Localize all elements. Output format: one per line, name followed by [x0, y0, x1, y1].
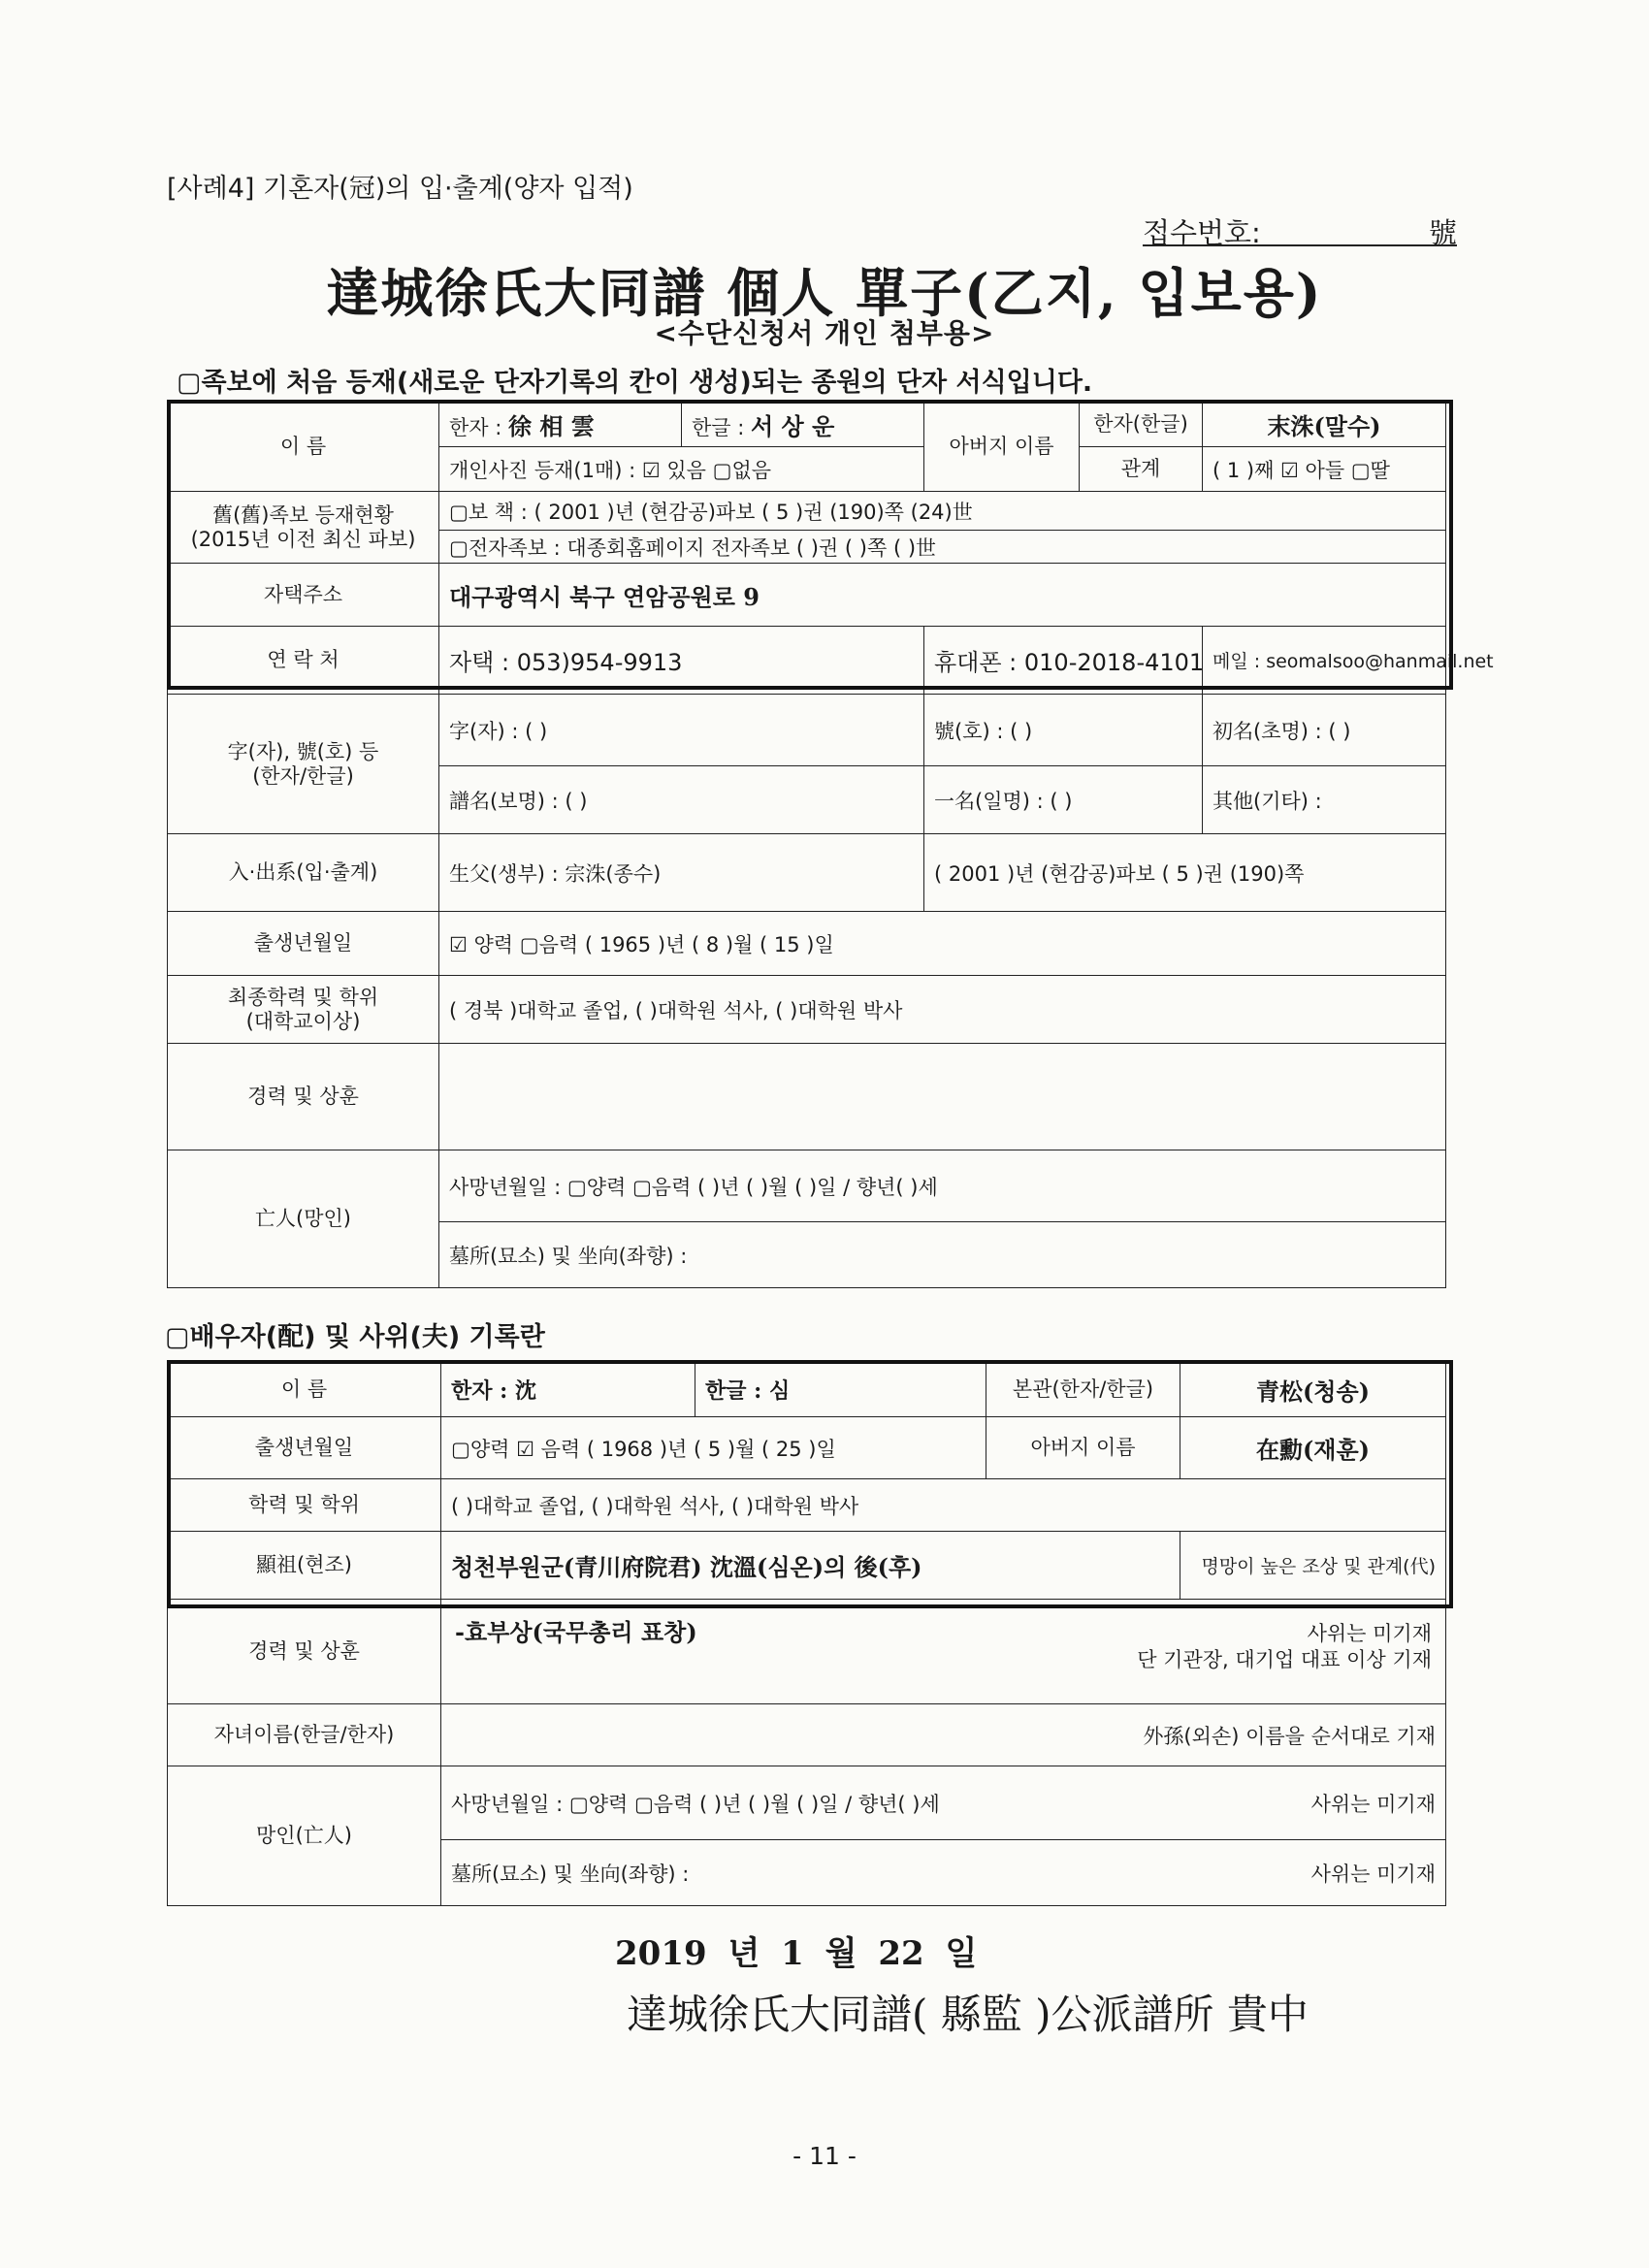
contact-label: 연 락 처	[168, 627, 439, 695]
ja-field: 字(자) : ( )	[439, 695, 924, 766]
spouse-hangul-name: 한글 : 심	[695, 1363, 986, 1417]
spouse-career-cell	[441, 1600, 1446, 1704]
grave-field: 墓所(묘소) 및 坐向(좌향) :	[439, 1222, 1446, 1288]
spouse-ancestor-note: 명망이 높은 조상 및 관계(代)	[1180, 1532, 1446, 1600]
spouse-career-value: -효부상(국무총리 표창)	[455, 1618, 697, 1646]
address-value: 대구광역시 북구 연암공원로 9	[439, 564, 1446, 627]
ilmyeong-field: 一名(일명) : ( )	[924, 766, 1203, 834]
relation-label: 관계	[1080, 447, 1203, 492]
submission-date: 2019 년 1 월 22 일	[615, 1934, 978, 1973]
adoption-book-entry: ( 2001 )년 (현감공)파보 ( 5 )권 (190)쪽	[924, 834, 1446, 912]
chomyeong-field: 初名(초명) : ( )	[1203, 695, 1446, 766]
email: 메일 : seomalsoo@hanmail.net	[1203, 627, 1446, 695]
birth-label: 출생년월일	[168, 912, 439, 976]
spouse-grave-row	[441, 1840, 1446, 1906]
spouse-education-value: ( )대학교 졸업, ( )대학원 석사, ( )대학원 박사	[441, 1479, 1446, 1532]
photo-field: 개인사진 등재(1매) : ☑ 있음 ▢없음	[439, 447, 924, 492]
spouse-hanja-name: 한자 : 沈	[441, 1363, 695, 1417]
member-table	[167, 402, 1494, 1288]
education-label: 최종학력 및 학위 (대학교이상)	[168, 976, 439, 1044]
bomyeong-field: 譜名(보명) : ( )	[439, 766, 924, 834]
hanja-name-field: 한자 : 徐 相 雲	[439, 403, 682, 447]
spouse-name-label: 이 름	[168, 1363, 441, 1417]
receipt-number-label: 접수번호:	[1143, 216, 1261, 249]
spouse-grave-field: 墓所(묘소) 및 坐向(좌향) :	[451, 1862, 690, 1886]
receipt-number-unit: 號	[1428, 216, 1457, 249]
spouse-father-value: 在勳(재훈)	[1180, 1417, 1446, 1479]
ho-field: 號(호) : ( )	[924, 695, 1203, 766]
father-name-label: 아버지 이름	[924, 403, 1080, 492]
spouse-ancestor-value: 청천부원군(青川府院君) 沈溫(심온)의 後(후)	[441, 1532, 1180, 1600]
receipt-number-field	[1143, 211, 1457, 249]
hanja-name-value: 徐 相 雲	[508, 412, 595, 440]
alias-names-label: 字(자), 號(호) 등 (한자/한글)	[168, 695, 439, 834]
education-value: ( 경북 )대학교 졸업, ( )대학원 석사, ( )대학원 박사	[439, 976, 1446, 1044]
gita-field: 其他(기타) :	[1203, 766, 1446, 834]
hangul-name-value: 서 상 운	[751, 412, 835, 440]
old-book-entry: ▢보 책 : ( 2001 )년 (현감공)파보 ( 5 )권 (190)쪽 (24)世	[439, 492, 1446, 531]
home-phone: 자택 : 053)954-9913	[439, 627, 924, 695]
form-notice: ▢족보에 처음 등재(새로운 단자기록의 칸이 생성)되는 종원의 단자 서식입니다.	[177, 368, 1093, 398]
spouse-father-label: 아버지 이름	[986, 1417, 1180, 1479]
spouse-origin-value: 青松(청송)	[1180, 1363, 1446, 1417]
spouse-death-date: 사망년월일 : ▢양력 ▢음력 ( )년 ( )월 ( )일 / 향년( )세	[451, 1792, 940, 1816]
spouse-ancestor-label: 顯祖(현조)	[168, 1532, 441, 1600]
form-subtitle: <수단신청서 개인 첨부용>	[654, 317, 995, 349]
page-number: - 11 -	[792, 2142, 857, 2170]
old-genealogy-label: 舊(舊)족보 등재현황 (2015년 이전 최신 파보)	[168, 492, 439, 564]
adoption-label: 入·出系(입·출계)	[168, 834, 439, 912]
spouse-children-note: 外孫(외손) 이름을 순서대로 기재	[441, 1704, 1446, 1766]
death-date: 사망년월일 : ▢양력 ▢음력 ( )년 ( )월 ( )일 / 향년( )세	[439, 1150, 1446, 1222]
name-label: 이 름	[168, 403, 439, 492]
father-name-value: 末洙(말수)	[1203, 403, 1446, 447]
spouse-birth-label: 출생년월일	[168, 1417, 441, 1479]
spouse-career-label: 경력 및 상훈	[168, 1600, 441, 1704]
spouse-origin-label: 본관(한자/한글)	[986, 1363, 1180, 1417]
addressee: 達城徐氏大同譜( 縣監 )公派譜所 貴中	[627, 1991, 1309, 2038]
spouse-section-heading: ▢배우자(配) 및 사위(夫) 기록란	[165, 1322, 545, 1352]
spouse-deceased-label: 망인(亡人)	[168, 1766, 441, 1906]
spouse-career-note: 사위는 미기재 단 기관장, 대기업 대표 이상 기재	[1137, 1622, 1432, 1672]
spouse-table	[167, 1362, 1446, 1906]
case-heading: [사례4] 기혼자(冠)의 입·출계(양자 입적)	[167, 174, 633, 204]
career-label: 경력 및 상훈	[168, 1044, 439, 1150]
deceased-label: 亡人(망인)	[168, 1150, 439, 1288]
relation-value: ( 1 )째 ☑ 아들 ▢딸	[1203, 447, 1446, 492]
spouse-death-row	[441, 1766, 1446, 1840]
address-label: 자택주소	[168, 564, 439, 627]
birth-value: ☑ 양력 ▢음력 ( 1965 )년 ( 8 )월 ( 15 )일	[439, 912, 1446, 976]
biological-father: 生父(생부) : 宗洙(종수)	[439, 834, 924, 912]
spouse-death-note: 사위는 미기재	[1310, 1792, 1436, 1816]
old-ebook-entry: ▢전자족보 : 대종회홈페이지 전자족보 ( )권 ( )쪽 ( )世	[439, 531, 1446, 564]
spouse-grave-note: 사위는 미기재	[1310, 1862, 1436, 1886]
spouse-children-label: 자녀이름(한글/한자)	[168, 1704, 441, 1766]
father-hanja-label: 한자(한글)	[1080, 403, 1203, 447]
form-title: 達城徐氏大同譜 個人 單子(乙지, 입보용)	[326, 262, 1323, 324]
spouse-education-label: 학력 및 학위	[168, 1479, 441, 1532]
spouse-birth-value: ▢양력 ☑ 음력 ( 1968 )년 ( 5 )월 ( 25 )일	[441, 1417, 986, 1479]
career-value	[439, 1044, 1446, 1150]
hangul-name-field: 한글 : 서 상 운	[682, 403, 924, 447]
mobile-phone: 휴대폰 : 010-2018-4101	[924, 627, 1203, 695]
